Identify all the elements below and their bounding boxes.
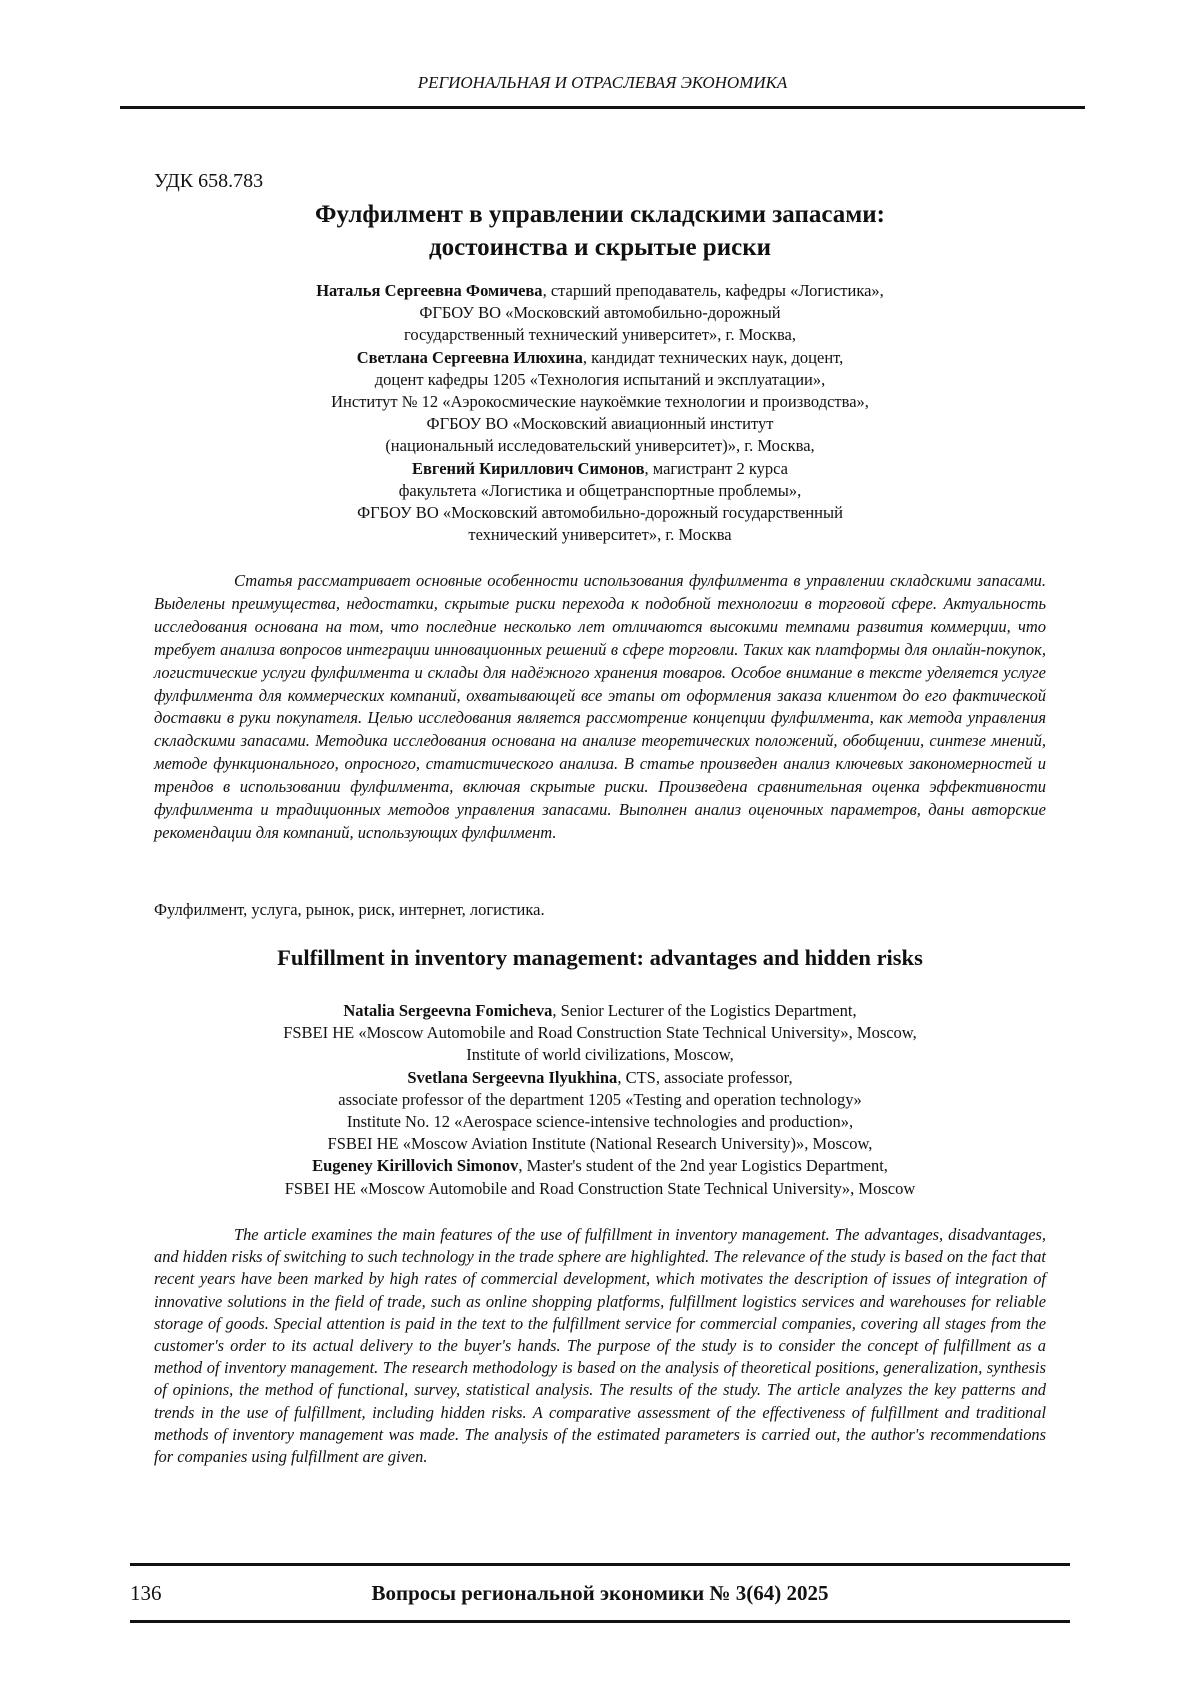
page-footer: [130, 1563, 1070, 1623]
author-name: Евгений Кириллович Симонов: [412, 458, 645, 478]
affiliation-line: Institute of world civilizations, Moscow,: [466, 1045, 734, 1065]
affiliation-line: associate professor of the department 1205 «Testing and operation technology»: [338, 1089, 862, 1109]
abstract-en: The article examines the main features of the use of fulfillment in inventory management. The advantages, disadvantages, and hidden risks of switching to such technology in the trade sphere are highlighted. The relevance of the study is based on the fact that recent years have been marked by high rates of commercial development, which motivates the description of issues of integration of innovative solutions in the field of trade, such as online shopping platforms, fulfillment logistics services and warehouses for reliable storage of goods. Special attention is paid in the text to the fulfillment service for commercial companies, covering all stages from the customer's order to its actual delivery to the buyer's hands. The purpose of the study is to consider the concept of fulfillment as a method of inventory management. The research methodology is based on the analysis of theoretical positions, generalization, synthesis of opinions, the method of functional, survey, statistical analysis. The results of the study. The article analyzes the key patterns and trends in the use of fulfillment, including hidden risks. A comparative assessment of the effectiveness of fulfillment and traditional methods of inventory management was made. The analysis of the estimated parameters is carried out, the author's recommendations for companies using fulfillment are given.: [154, 1225, 1046, 1467]
affiliation-line: Институт № 12 «Аэрокосмические наукоёмкие технологии и производства»,: [331, 392, 869, 412]
running-header: [120, 60, 1085, 109]
affiliation-line: технический университет», г. Москва: [468, 525, 732, 545]
affiliation-line: доцент кафедры 1205 «Технология испытаний и эксплуатации»,: [374, 369, 826, 389]
author-name: Eugeney Kirillovich Simonov: [312, 1156, 519, 1176]
keywords-ru: Фулфилмент, услуга, рынок, риск, интернет, логистика.: [154, 900, 545, 919]
affiliation-line: (национальный исследовательский университет)», г. Москва,: [385, 436, 815, 456]
author-line: Наталья Сергеевна Фомичева, старший преподаватель, кафедры «Логистика»,: [316, 281, 884, 300]
journal-title: Вопросы региональной экономики № 3(64) 2025: [371, 1581, 829, 1605]
title-line: достоинства и скрытые риски: [428, 234, 772, 261]
affiliation-line: ФГБОУ ВО «Московский авиационный институт: [426, 414, 774, 434]
article-title-en: Fulfillment in inventory management: advantages and hidden risks: [277, 945, 923, 970]
abstract-ru: Статья рассматривает основные особенности использования фулфилмента в управлении складскими запасами. Выделены преимущества, недостатки, скрытые риски перехода к подобной технологии в торговой сфере. Актуальность исследования основана на том, что последние несколько лет отличаются высокими темпами развития коммерции, что требует анализа вопросов интеграции инновационных решений в сфере торговли. Таких как платформы для онлайн-покупок, логистические услуги фулфилмента и склады для надёжного хранения товаров. Особое внимание в тексте уделяется услуге фулфилмента для коммерческих компаний, охватывающей все этапы от оформления заказа клиентом до его фактической доставки в руки покупателя. Целью исследования является рассмотрение концепции фулфилмента, как метода управления складскими запасами. Методика исследования основана на анализе теоретических положений, обобщении, синтезе мнений, методе функционального, опросного, статистического анализа. В статье произведен анализ ключевых закономерностей и трендов в использовании фулфилмента, включая скрытые риски. Произведена сравнительная оценка эффективности фулфилмента и традиционных методов управления запасами. Выполнен анализ оценочных параметров, даны авторские рекомендации для компаний, использующих фулфилмент.: [154, 571, 1046, 842]
affiliation-line: FSBEI HE «Moscow Automobile and Road Construction State Technical University», Moscow,: [283, 1023, 917, 1043]
section-title: РЕГИОНАЛЬНАЯ И ОТРАСЛЕВАЯ ЭКОНОМИКА: [417, 73, 788, 92]
author-name: Светлана Сергеевна Илюхина: [356, 347, 583, 367]
author-line: Светлана Сергеевна Илюхина, кандидат технических наук, доцент,: [356, 347, 844, 367]
author-line: Eugeney Kirillovich Simonov, Master's student of the 2nd year Logistics Department,: [312, 1156, 888, 1176]
udk-code: УДК 658.783: [154, 170, 264, 192]
authors-ru: [150, 280, 1050, 546]
author-name: Svetlana Sergeevna Ilyukhina: [407, 1067, 618, 1087]
title-line: Фулфилмент в управлении складскими запасами:: [314, 201, 886, 228]
author-line: Natalia Sergeevna Fomicheva, Senior Lecturer of the Logistics Department,: [343, 1001, 857, 1020]
affiliation-line: FSBEI HE «Moscow Automobile and Road Construction State Technical University», Moscow: [284, 1178, 916, 1198]
author-line: Svetlana Sergeevna Ilyukhina, CTS, associate professor,: [407, 1067, 793, 1087]
author-name: Наталья Сергеевна Фомичева: [316, 281, 543, 300]
affiliation-line: факультета «Логистика и общетранспортные проблемы»,: [398, 480, 802, 500]
article-title-ru: [150, 198, 1050, 264]
affiliation-line: FSBEI HE «Moscow Aviation Institute (National Research University)», Moscow,: [327, 1134, 873, 1154]
affiliation-line: ФГБОУ ВО «Московский автомобильно-дорожный: [419, 303, 781, 323]
authors-en: [150, 1000, 1050, 1200]
author-line: Евгений Кириллович Симонов, магистрант 2 курса: [412, 458, 788, 478]
affiliation-line: государственный технический университет», г. Москва,: [404, 325, 796, 345]
affiliation-line: Institute No. 12 «Aerospace science-intensive technologies and production»,: [346, 1112, 854, 1132]
author-name: Natalia Sergeevna Fomicheva: [343, 1001, 553, 1020]
affiliation-line: ФГБОУ ВО «Московский автомобильно-дорожный государственный: [357, 503, 843, 523]
page-number: 136: [130, 1581, 162, 1605]
